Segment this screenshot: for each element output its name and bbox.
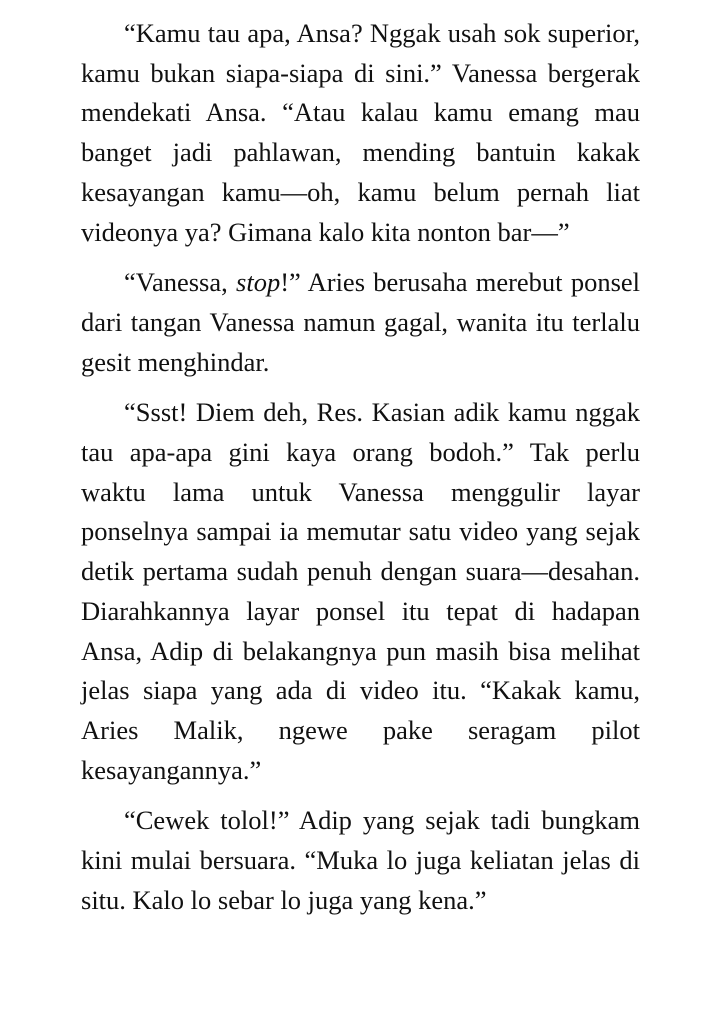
paragraph-3: “Ssst! Diem deh, Res. Kasian adik kamu nggak tau apa-apa gini kaya orang bodoh.” Tak perlu waktu lama untuk Vanessa menggulir layar ponselnya sampai ia memutar satu video yang sejak detik pertama sudah penuh dengan suara—desahan. Diarahkannya layar ponsel itu tepat di hadapan Ansa, Adip di belakangnya pun masih bisa melihat jelas siapa yang ada di video itu. “Kakak kamu, Aries Malik, ngewe pake seragam pilot kesayangannya.” [81,397,640,785]
document-page [81,14,640,920]
paragraph-1: “Kamu tau apa, Ansa? Nggak usah sok superior, kamu bukan siapa-siapa di sini.” Vanessa bergerak mendekati Ansa. “Atau kalau kamu emang mau banget jadi pahlawan, mending bantuin kakak kesayangan kamu—oh, kamu belum pernah liat videonya ya? Gimana kalo kita nonton bar—” [81,18,640,247]
italic-stop: stop [236,267,281,298]
paragraph-2-rest: !” Aries berusaha merebut ponsel dari tangan Vanessa namun gagal, wanita itu terlalu gesit menghindar. [81,267,641,377]
paragraph-2 [81,263,640,382]
paragraph-4: “Cewek tolol!” Adip yang sejak tadi bungkam kini mulai bersuara. “Muka lo juga keliatan jelas di situ. Kalo lo sebar lo juga yang kena.” [81,805,640,915]
paragraph-2-lead: “Vanessa, [124,267,237,298]
